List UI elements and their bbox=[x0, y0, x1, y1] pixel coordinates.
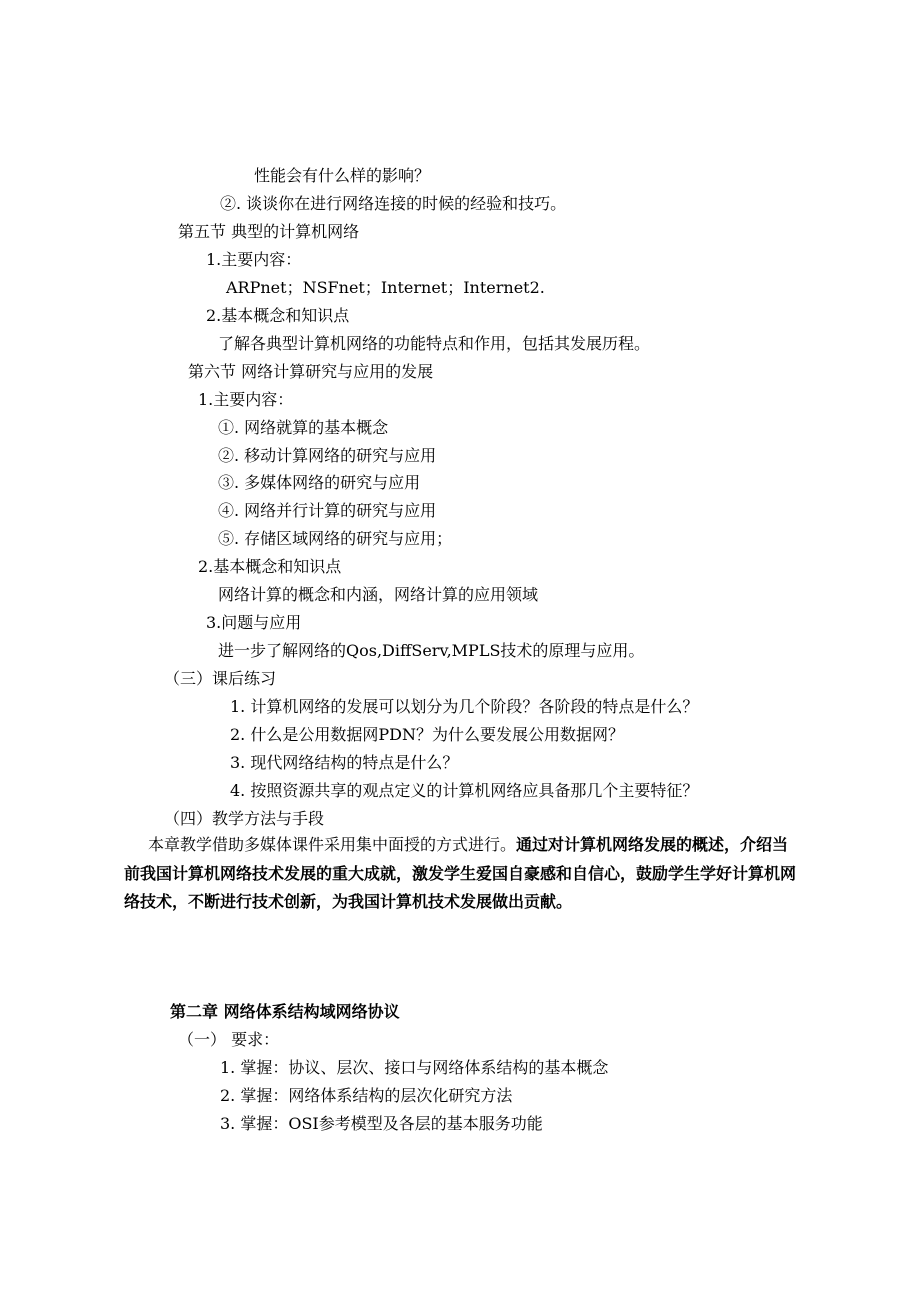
section-heading: 第五节 典型的计算机网络 bbox=[178, 222, 360, 241]
section-heading: （一） 要求： bbox=[178, 1030, 280, 1049]
text-line: ARPnet；NSFnet；Internet；Internet2. bbox=[226, 278, 545, 297]
list-item: ③. 多媒体网络的研究与应用 bbox=[218, 473, 421, 492]
text-line: 2.基本概念和知识点 bbox=[206, 306, 350, 325]
section-heading: （三）课后练习 bbox=[164, 669, 277, 688]
text-line: ②. 谈谈你在进行网络连接的时候的经验和技巧。 bbox=[220, 194, 567, 213]
list-item: ①. 网络就算的基本概念 bbox=[218, 418, 389, 437]
list-item: 4. 按照资源共享的观点定义的计算机网络应具备那几个主要特征？ bbox=[230, 781, 699, 800]
list-item: ⑤. 存储区域网络的研究与应用； bbox=[218, 529, 453, 548]
list-item: ④. 网络并行计算的研究与应用 bbox=[218, 501, 437, 520]
chapter-title: 第二章 网络体系结构域网络协议 bbox=[170, 1002, 400, 1021]
section-heading: （四）教学方法与手段 bbox=[164, 809, 325, 828]
section-heading: 第六节 网络计算研究与应用的发展 bbox=[188, 362, 434, 381]
text-line: 性能会有什么样的影响？ bbox=[254, 166, 431, 185]
list-item: 3. 现代网络结构的特点是什么？ bbox=[230, 753, 459, 772]
list-item: 2. 掌握：网络体系结构的层次化研究方法 bbox=[220, 1086, 513, 1105]
list-item: 1. 掌握：协议、层次、接口与网络体系结构的基本概念 bbox=[220, 1058, 609, 1077]
text-line: 1.主要内容： bbox=[206, 250, 302, 269]
text-line: 1.主要内容： bbox=[198, 390, 294, 409]
text-line: 网络计算的概念和内涵，网络计算的应用领域 bbox=[218, 585, 539, 604]
text-line: 2.基本概念和知识点 bbox=[198, 557, 342, 576]
paragraph-normal-text: 本章教学借助多媒体课件采用集中面授的方式进行。 bbox=[148, 835, 517, 854]
list-item: 3. 掌握：OSI参考模型及各层的基本服务功能 bbox=[220, 1114, 543, 1133]
text-line: 进一步了解网络的Qos,DiffServ,MPLS技术的原理与应用。 bbox=[218, 641, 645, 660]
list-item: ②. 移动计算网络的研究与应用 bbox=[218, 446, 437, 465]
list-item: 2. 什么是公用数据网PDN？为什么要发展公用数据网？ bbox=[230, 725, 624, 744]
text-line: 了解各典型计算机网络的功能特点和作用，包括其发展历程。 bbox=[218, 334, 651, 353]
list-item: 1. 计算机网络的发展可以划分为几个阶段？各阶段的特点是什么？ bbox=[230, 697, 699, 716]
text-line: 3.问题与应用 bbox=[206, 613, 302, 632]
teaching-method-paragraph bbox=[124, 831, 796, 917]
paragraph-bold-text: 通过对计算机网络发展的概述，介绍当前我国计算机网络技术发展的重大成就，激发学生爱国自豪感和自信心，鼓励学生学好计算机网络技术，不断进行技术创新，为我国计算机技术发展做出贡献。 bbox=[124, 835, 797, 911]
